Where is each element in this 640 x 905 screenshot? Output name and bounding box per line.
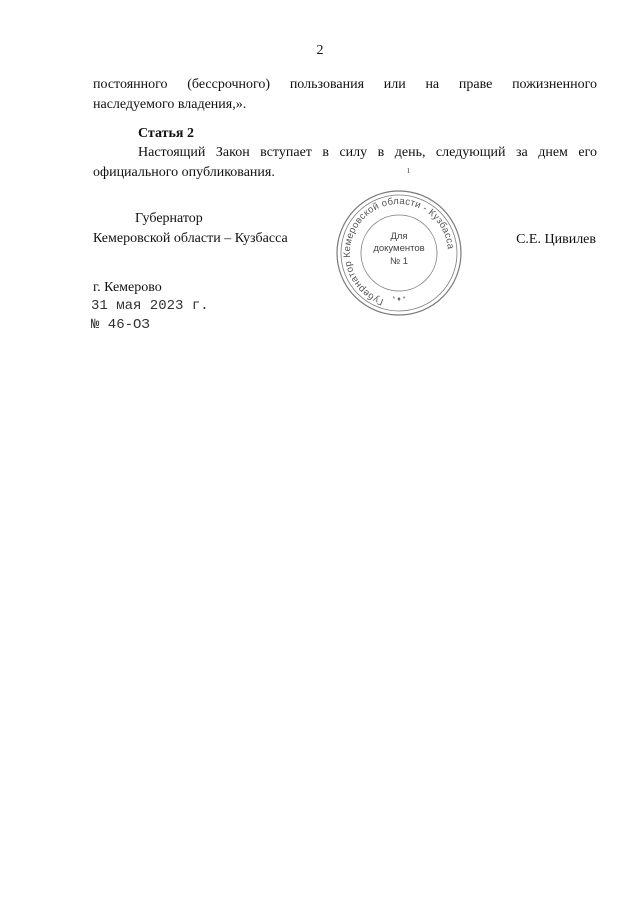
document-number: № 46-ОЗ <box>91 317 150 333</box>
seal-ring-text: Губернатор Кемеровской области - Кузбасса <box>341 195 456 308</box>
signatory-title-line-2: Кемеровской области – Кузбасса <box>93 231 288 246</box>
continuation-line-1: постоянного (бессрочного) пользования или на праве пожизненного <box>93 77 597 92</box>
seal-ornament: * ♦ * <box>392 296 406 303</box>
seal-center-line-2: документов <box>373 243 425 254</box>
seal-center-line-3: № 1 <box>389 256 409 267</box>
continuation-line-2: наследуемого владения,». <box>93 97 247 112</box>
official-seal <box>335 189 463 317</box>
page-number: 2 <box>316 43 324 58</box>
document-date: 31 мая 2023 г. <box>91 298 209 314</box>
scan-mark: ı <box>407 165 410 176</box>
article-2-paragraph <box>93 143 597 183</box>
signatory-title-line-1: Губернатор <box>135 211 203 226</box>
article-2-line-1: Настоящий Закон вступает в силу в день, следующий за днем его <box>138 145 597 160</box>
continuation-paragraph <box>93 75 597 115</box>
seal-center-line-1: Для <box>390 231 408 242</box>
article-2-line-2: официального опубликования. <box>93 165 275 180</box>
signatory-name: С.Е. Цивилев <box>516 232 596 247</box>
city-line: г. Кемерово <box>93 280 162 295</box>
article-2-heading: Статья 2 <box>138 126 194 141</box>
